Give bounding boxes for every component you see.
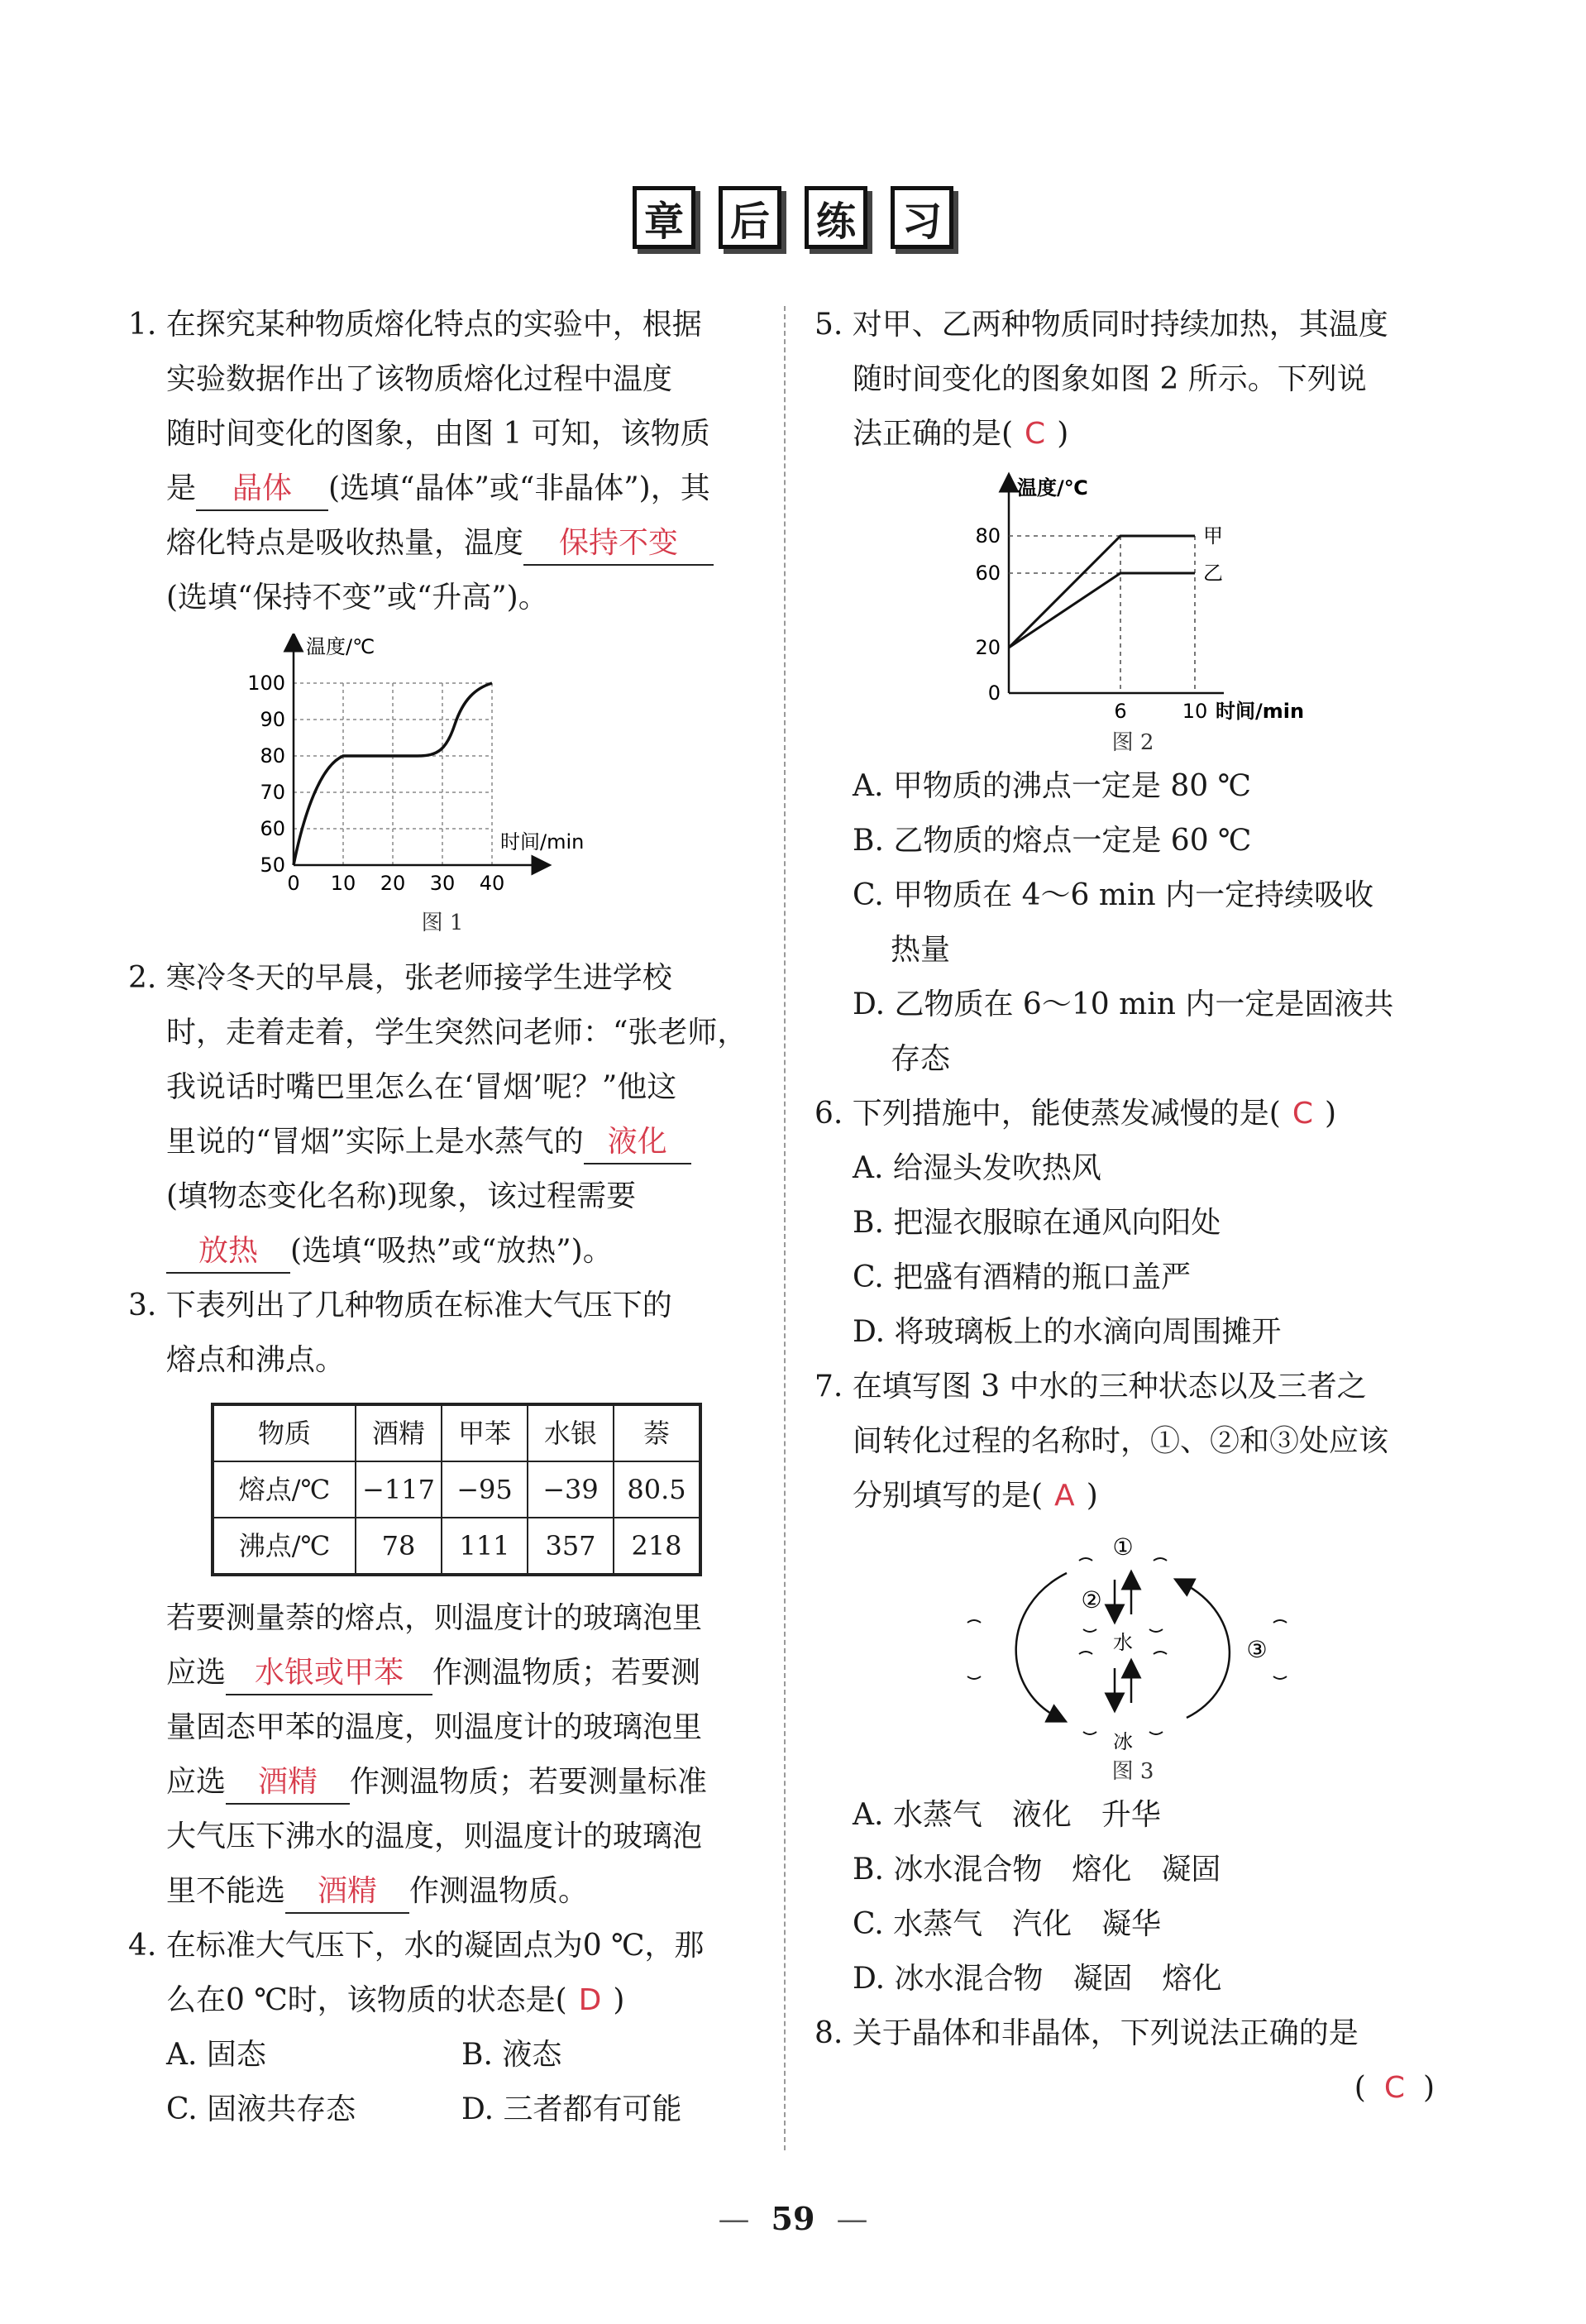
q3-line7: 大气压下沸水的温度，则温度计的玻璃泡: [166, 1820, 703, 1853]
fig1-xtick: 30: [429, 872, 456, 895]
fig1-xtick: 10: [330, 872, 356, 895]
q8-line1: 8. 关于晶体和非晶体，下列说法正确的是: [814, 2016, 1359, 2050]
q8-answer: C: [1383, 2071, 1405, 2105]
title-char-3: 练: [805, 186, 867, 249]
q2-answer-blank2: 放热: [166, 1231, 290, 1274]
q2-line6: [128, 1224, 757, 1279]
q5-line1: 5. 对甲、乙两种物质同时持续加热，其温度: [814, 308, 1388, 342]
q7-line3-pre: 分别填写的是(: [853, 1479, 1044, 1513]
fig2-xtick: 10: [1182, 700, 1208, 723]
fig1-ytick: 80: [260, 744, 285, 767]
q2-line4: [128, 1115, 757, 1169]
table-cell: 218: [614, 1518, 700, 1575]
fig2-ylabel: 温度/℃: [1017, 476, 1088, 500]
q2-line2: 时，走着走着，学生突然问老师：“张老师，: [166, 1016, 748, 1050]
table-cell: −95: [442, 1461, 528, 1518]
q5-option-d-cont: 存态: [891, 1042, 951, 1076]
q2-answer-blank1: 液化: [584, 1121, 691, 1164]
q1-answer-blank2: 保持不变: [523, 523, 714, 566]
q1-answer-blank1: 晶体: [196, 468, 328, 511]
q5-option-c: C. 甲物质在 4～6 min 内一定持续吸收: [853, 878, 1374, 912]
table-cell: 80.5: [614, 1461, 700, 1518]
q3-pre-blank1: 应选: [166, 1656, 227, 1690]
q4-option-d: D. 三者都有可能: [461, 2092, 682, 2126]
q4-option-c: C. 固液共存态: [166, 2092, 356, 2126]
q7-option-c: C. 水蒸气 汽化 凝华: [853, 1907, 1162, 1941]
q7-option-d: D. 冰水混合物 凝固 熔化: [853, 1962, 1222, 1996]
q2-line1: 2. 寒冷冬天的早晨，张老师接学生进学校: [128, 961, 672, 995]
fig1-xtick: 0: [287, 872, 300, 895]
q5-option-d: D. 乙物质在 6～10 min 内一定是固液共: [853, 987, 1394, 1021]
melting-boiling-table: [211, 1403, 702, 1576]
title-char-4: 习: [891, 186, 953, 249]
q7-line1: 7. 在填写图 3 中水的三种状态以及三者之: [814, 1370, 1367, 1403]
fig1-xtick: 40: [479, 872, 505, 895]
q3-pre-blank3: 里不能选: [166, 1874, 286, 1908]
q6-option-c: C. 把盛有酒精的瓶口盖严: [853, 1260, 1192, 1294]
table-header-row: [213, 1404, 700, 1461]
question-8: [814, 2006, 1451, 2116]
title-char-1: 章: [633, 186, 695, 249]
left-column: [128, 298, 757, 2137]
fig1-ytick: 100: [247, 672, 285, 695]
fig2-series-yi: [1009, 573, 1195, 648]
table-row: [213, 1518, 700, 1575]
fig2-ytick: 20: [975, 636, 1001, 659]
figure-2-heating-graph: [934, 470, 1331, 726]
q1-line3: 随时间变化的图象，由图 1 可知，该物质: [166, 417, 710, 451]
q6-answer: C: [1292, 1097, 1313, 1131]
fig3-mark-3: ③: [1246, 1636, 1268, 1663]
fig1-ylabel: 温度/℃: [306, 635, 375, 658]
table-cell: 111: [442, 1518, 528, 1575]
page-dash-left: —: [718, 2201, 750, 2237]
fig1-caption: 图 1: [421, 911, 464, 935]
fig2-caption: 图 2: [1111, 730, 1154, 755]
fig3-water-label: 水: [1113, 1631, 1133, 1654]
fig1-ytick: 50: [260, 854, 285, 877]
q6-option-d: D. 将玻璃板上的水滴向周围摊开: [853, 1315, 1282, 1349]
fig1-ytick: 90: [260, 708, 285, 731]
q6-option-a: A. 给湿头发吹热风: [853, 1151, 1101, 1185]
question-2: [128, 951, 757, 1279]
fig2-xlabel: 时间/min: [1216, 700, 1305, 723]
q7-line2: 间转化过程的名称时，①、②和③处应该: [853, 1424, 1389, 1458]
column-divider: [784, 306, 786, 2150]
q7-option-b: B. 冰水混合物 熔化 凝固: [853, 1853, 1221, 1886]
figure-1-melting-graph: [211, 634, 674, 906]
q2-line3: 我说话时嘴巴里怎么在‘冒烟’呢？”他这: [166, 1070, 677, 1104]
question-6: [814, 1087, 1451, 1360]
fig2-label-jia: 甲: [1203, 524, 1223, 548]
q3-line2: 熔点和沸点。: [166, 1343, 346, 1377]
q7-answer: A: [1054, 1479, 1075, 1513]
q4-options-row1: [128, 2028, 757, 2083]
q3-line4: [128, 1646, 757, 1700]
fig1-ytick: 70: [260, 781, 285, 804]
q6-line1-post: ): [1324, 1097, 1337, 1131]
q7-line3-post: ): [1086, 1479, 1098, 1513]
fig1-xtick: 20: [380, 872, 406, 895]
table-cell: 物质: [213, 1404, 356, 1461]
q3-after-blank3: 作测温物质。: [409, 1874, 589, 1908]
fig3-caption: 图 3: [1111, 1759, 1154, 1784]
page-number: 59: [771, 2200, 815, 2237]
fig2-label-yi: 乙: [1203, 562, 1223, 585]
q4-line2: [128, 1973, 757, 2028]
table-cell: 甲苯: [442, 1404, 528, 1461]
q5-option-c-cont: 热量: [891, 933, 951, 967]
question-7: [814, 1360, 1451, 2006]
q3-pre-blank2: 应选: [166, 1765, 227, 1799]
q5-option-a: A. 甲物质的沸点一定是 80 ℃: [853, 769, 1251, 803]
fig3-ice-label: 冰: [1113, 1730, 1133, 1753]
q4-answer: D: [578, 1983, 602, 2017]
figure-3-water-states: [943, 1532, 1323, 1755]
fig2-ytick: 0: [987, 681, 1001, 705]
q4-option-b: B. 液态: [461, 2038, 562, 2072]
q2-pre-blank1: 里说的“冒烟”实际上是水蒸气的: [166, 1125, 584, 1159]
fig3-mark-1: ①: [1112, 1533, 1134, 1561]
table-cell: 78: [356, 1518, 442, 1575]
q1-line1: 1. 在探究某种物质熔化特点的实验中，根据: [128, 308, 702, 342]
q3-answer-blank3: 酒精: [285, 1871, 409, 1914]
q5-line2: 随时间变化的图象如图 2 所示。下列说: [853, 362, 1367, 396]
q2-after-blank2: (选填“吸热”或“放热”)。: [290, 1234, 613, 1268]
fig1-xlabel: 时间/min: [500, 830, 585, 854]
q1-pre-blank2: 熔化特点是吸收热量，温度: [166, 526, 524, 560]
q5-option-b: B. 乙物质的熔点一定是 60 ℃: [853, 824, 1252, 858]
q3-after-blank1: 作测温物质；若要测: [432, 1656, 701, 1690]
q3-after-blank2: 作测温物质；若要测量标准: [350, 1765, 708, 1799]
q8-answer-line: [814, 2061, 1451, 2116]
table-row: [213, 1461, 700, 1518]
q1-line2: 实验数据作出了该物质熔化过程中温度: [166, 362, 673, 396]
fig3-left-arc-arrow: [1016, 1573, 1067, 1718]
q4-line2-pre: 么在0 ℃时，该物质的状态是(: [166, 1983, 567, 2017]
q8-paren-open: (: [1354, 2071, 1366, 2105]
q1-pre-blank1: 是: [166, 471, 197, 505]
page-dash-right: —: [836, 2201, 868, 2237]
q8-paren-close: ): [1422, 2071, 1435, 2105]
q1-line4: [128, 461, 757, 516]
q4-line1: 4. 在标准大气压下，水的凝固点为0 ℃，那: [128, 1929, 705, 1963]
q5-answer: C: [1025, 417, 1046, 451]
q6-line1-pre: 6. 下列措施中，能使蒸发减慢的是(: [814, 1097, 1281, 1131]
q3-line6: [128, 1755, 757, 1810]
q3-line8: [128, 1864, 757, 1919]
table-cell: 熔点/℃: [213, 1461, 356, 1518]
q1-after-blank1: (选填“晶体”或“非晶体”)，其: [328, 471, 710, 505]
section-title: [0, 186, 1586, 249]
table-cell: 酒精: [356, 1404, 442, 1461]
q6-option-b: B. 把湿衣服晾在通风向阳处: [853, 1206, 1221, 1240]
q5-line3-pre: 法正确的是(: [853, 417, 1014, 451]
fig3-mark-2: ②: [1081, 1586, 1102, 1614]
q3-line5: 量固态甲苯的温度，则温度计的玻璃泡里: [166, 1710, 703, 1744]
fig2-xtick: 6: [1114, 700, 1127, 723]
table-cell: −39: [528, 1461, 614, 1518]
question-1: [128, 298, 757, 940]
q1-line5: [128, 516, 757, 571]
q1-line6: (选填“保持不变”或“升高”)。: [166, 581, 548, 614]
q3-line3: 若要测量萘的熔点，则温度计的玻璃泡里: [166, 1601, 703, 1635]
page-number-footer: [0, 2200, 1586, 2237]
q4-line2-post: ): [613, 1983, 625, 2017]
q3-answer-blank1: 水银或甲苯: [226, 1652, 432, 1695]
table-cell: 萘: [614, 1404, 700, 1461]
title-char-2: 后: [719, 186, 781, 249]
fig3-right-arc-arrow: [1182, 1583, 1230, 1718]
q4-option-a: A. 固态: [166, 2038, 266, 2072]
fig2-ytick: 80: [975, 524, 1001, 548]
q6-line1: [814, 1087, 1451, 1141]
q5-line3-post: ): [1057, 417, 1069, 451]
table-cell: 沸点/℃: [213, 1518, 356, 1575]
fig2-guides: [1009, 536, 1195, 693]
q7-option-a: A. 水蒸气 液化 升华: [853, 1798, 1161, 1832]
q2-line5: (填物态变化名称)现象，该过程需要: [166, 1179, 637, 1213]
question-5: [814, 298, 1451, 1087]
fig1-ytick: 60: [260, 817, 285, 840]
table-cell: 水银: [528, 1404, 614, 1461]
fig2-ytick: 60: [975, 562, 1001, 585]
question-3: [128, 1279, 757, 1919]
q5-line3: [814, 407, 1451, 461]
q4-options-row2: [128, 2083, 757, 2137]
q7-line3: [814, 1469, 1451, 1523]
table-cell: 357: [528, 1518, 614, 1575]
question-4: [128, 1919, 757, 2137]
q3-line1: 3. 下表列出了几种物质在标准大气压下的: [128, 1289, 672, 1322]
fig2-series-jia: [1009, 536, 1195, 648]
right-column: [814, 298, 1451, 2116]
q3-answer-blank2: 酒精: [226, 1762, 350, 1805]
table-cell: −117: [356, 1461, 442, 1518]
